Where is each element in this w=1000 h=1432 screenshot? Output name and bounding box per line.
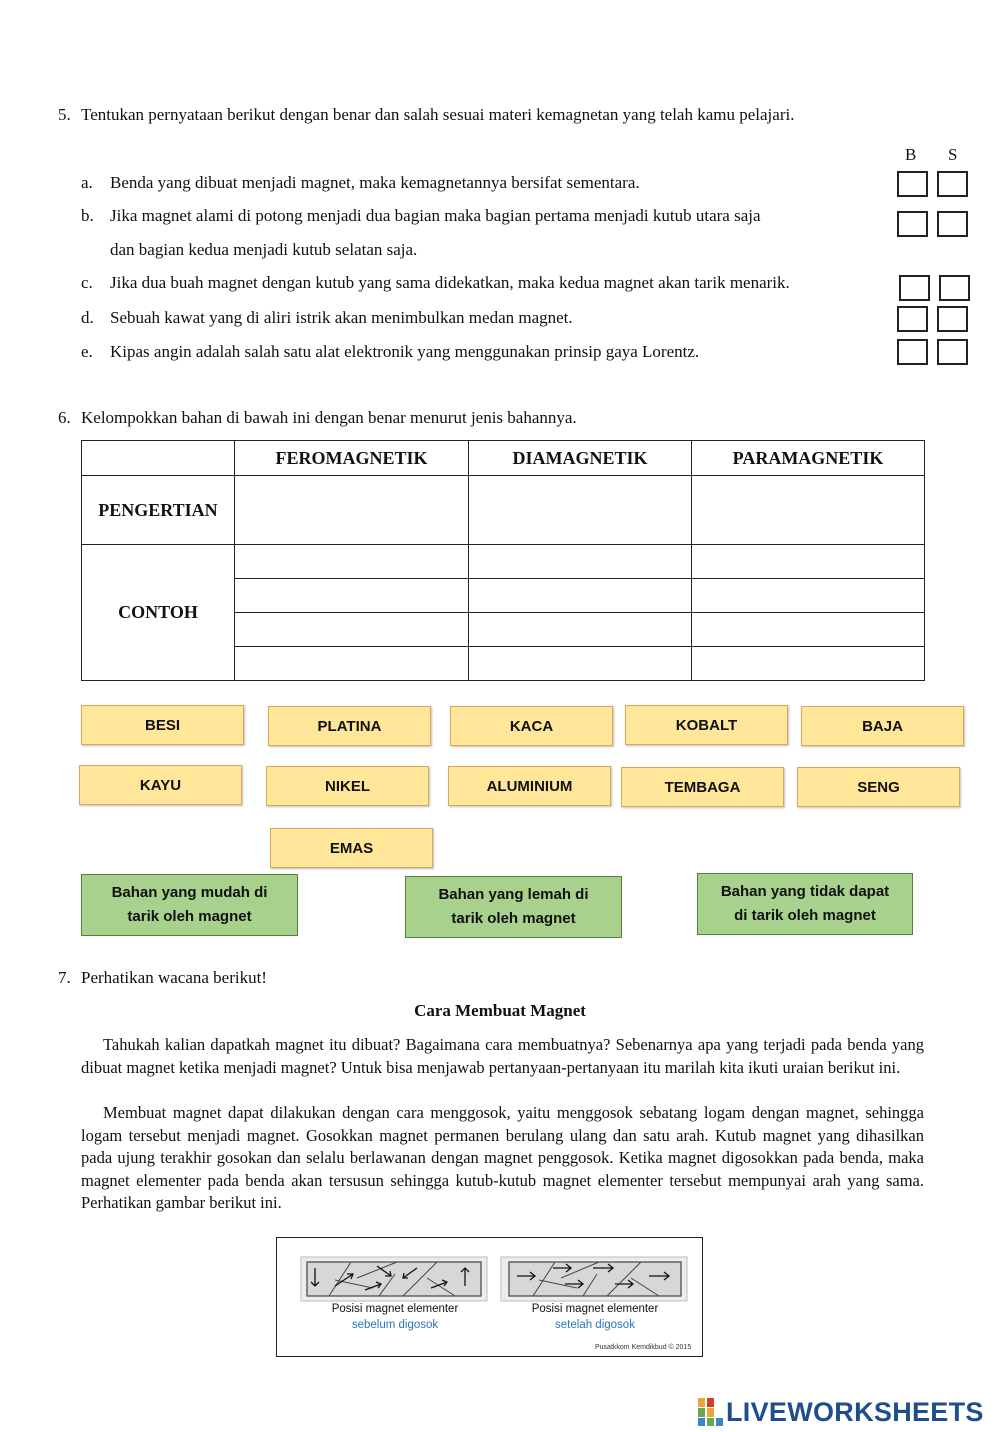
dropzone-tidak-line2: di tarik oleh magnet — [734, 907, 876, 924]
contoh-paramagnetik-cell[interactable] — [692, 613, 925, 647]
contoh-feromagnetik-cell[interactable] — [235, 647, 469, 681]
q7-question: Perhatikan wacana berikut! — [81, 968, 267, 987]
chip-kayu[interactable]: KAYU — [79, 765, 242, 805]
item-a-b-checkbox[interactable] — [897, 171, 928, 197]
paragraph-2-text: Membuat magnet dapat dilakukan dengan cara menggosok, yaitu menggosok sebatang logam dengan magnet, sehingga logam tersebut menjadi magnet. Gosokkan magnet permanen berulang ulang dan satu arah. Kutub magnet yang dihasilkan pada ujung terakhir gosokan dan selalu berlawanan dengan magnet penggosok. Ketika magnet digosokkan pada benda, maka magnet elementer pada benda akan tersusun sehingga kutub-kutub magnet elementer tersebut mempunyai arah yang sama. Perhatikan gambar berikut ini. — [81, 1103, 924, 1212]
item-e-s-checkbox[interactable] — [937, 339, 968, 365]
contoh-feromagnetik-cell[interactable] — [235, 579, 469, 613]
item-c-letter: c. — [81, 273, 93, 292]
row-contoh: CONTOH — [82, 545, 235, 681]
dropzone-mudah-line1: Bahan yang mudah di — [111, 884, 268, 901]
q7-number: 7. — [58, 968, 71, 987]
contoh-diamagnetik-cell[interactable] — [469, 613, 692, 647]
item-c-text: Jika dua buah magnet dengan kutub yang sama didekatkan, maka kedua magnet akan tarik menarik. — [110, 273, 790, 292]
dropzone-lemah-ditarik[interactable] — [405, 876, 622, 938]
dropzone-tidak-ditarik[interactable] — [697, 873, 913, 935]
chip-tembaga[interactable]: TEMBAGA — [621, 767, 784, 807]
classification-table — [81, 440, 925, 681]
item-b-b-checkbox[interactable] — [897, 211, 928, 237]
col-s-label: S — [948, 145, 958, 164]
q5-question: Tentukan pernyataan berikut dengan benar dan salah sesuai materi kemagnetan yang telah kamu pelajari. — [81, 105, 795, 124]
unrubbed-bar — [307, 1262, 481, 1296]
item-d-b-checkbox[interactable] — [897, 306, 928, 332]
chip-besi[interactable]: BESI — [81, 705, 244, 745]
magnet-figure — [276, 1237, 703, 1357]
rubbed-bar — [509, 1262, 681, 1296]
header-paramagnetik: PARAMAGNETIK — [692, 441, 925, 476]
dropzone-mudah-ditarik[interactable] — [81, 874, 298, 936]
right-label-line2: setelah digosok — [555, 1319, 635, 1331]
reading-title: Cara Membuat Magnet — [414, 1001, 586, 1020]
item-d-s-checkbox[interactable] — [937, 306, 968, 332]
row-pengertian: PENGERTIAN — [82, 476, 235, 545]
item-b-text-line2: dan bagian kedua menjadi kutub selatan saja. — [110, 240, 418, 259]
q5-number: 5. — [58, 105, 71, 124]
item-e-b-checkbox[interactable] — [897, 339, 928, 365]
brand-name: LIVEWORKSHEETS — [726, 1396, 984, 1427]
item-d-text: Sebuah kawat yang di aliri istrik akan menimbulkan medan magnet. — [110, 308, 573, 327]
pengertian-paramagnetik-cell[interactable] — [692, 476, 925, 545]
contoh-paramagnetik-cell[interactable] — [692, 545, 925, 579]
pengertian-feromagnetik-cell[interactable] — [235, 476, 469, 545]
item-d-letter: d. — [81, 308, 94, 327]
item-b-s-checkbox[interactable] — [937, 211, 968, 237]
q6-question: Kelompokkan bahan di bawah ini dengan benar menurut jenis bahannya. — [81, 408, 577, 427]
item-a-text: Benda yang dibuat menjadi magnet, maka kemagnetannya bersifat sementara. — [110, 173, 640, 192]
contoh-paramagnetik-cell[interactable] — [692, 579, 925, 613]
magnet-diagram — [277, 1238, 702, 1356]
item-c-s-checkbox[interactable] — [939, 275, 970, 301]
right-label-line1: Posisi magnet elementer — [531, 1303, 659, 1315]
chip-kaca[interactable]: KACA — [450, 706, 613, 746]
chip-aluminium[interactable]: ALUMINIUM — [448, 766, 611, 806]
chip-kobalt[interactable]: KOBALT — [625, 705, 788, 745]
item-e-text: Kipas angin adalah salah satu alat elektronik yang menggunakan prinsip gaya Lorentz. — [110, 342, 700, 361]
dropzone-tidak-line1: Bahan yang tidak dapat — [720, 883, 890, 900]
chip-emas[interactable]: EMAS — [270, 828, 433, 868]
left-label-line1: Posisi magnet elementer — [331, 1303, 459, 1315]
contoh-feromagnetik-cell[interactable] — [235, 545, 469, 579]
header-feromagnetik: FEROMAGNETIK — [235, 441, 469, 476]
contoh-diamagnetik-cell[interactable] — [469, 579, 692, 613]
item-a-s-checkbox[interactable] — [937, 171, 968, 197]
item-a-letter: a. — [81, 173, 93, 192]
contoh-diamagnetik-cell[interactable] — [469, 647, 692, 681]
left-label-line2: sebelum digosok — [351, 1319, 439, 1331]
liveworksheets-logo — [698, 1397, 984, 1427]
reading-paragraph-2 — [81, 1102, 924, 1215]
liveworksheets-mark-icon — [698, 1397, 724, 1427]
chip-baja[interactable]: BAJA — [801, 706, 964, 746]
header-diamagnetik: DIAMAGNETIK — [469, 441, 692, 476]
contoh-feromagnetik-cell[interactable] — [235, 613, 469, 647]
item-b-text-line1: Jika magnet alami di potong menjadi dua bagian maka bagian pertama menjadi kutub utara saja — [110, 206, 761, 225]
figure-credit: Pusatkkom Kemdikbud © 2015 — [595, 1344, 692, 1351]
dropzone-lemah-line2: tarik oleh magnet — [451, 910, 576, 927]
chip-seng[interactable]: SENG — [797, 767, 960, 807]
chip-platina[interactable]: PLATINA — [268, 706, 431, 746]
dropzone-lemah-line1: Bahan yang lemah di — [438, 886, 589, 903]
paragraph-1-text: Tahukah kalian dapatkah magnet itu dibuat? Bagaimana cara membuatnya? Sebenarnya apa yang terjadi pada benda yang dibuat magnet ketika menjadi magnet? Untuk bisa menjawab pertanyaan-pertanyaan itu marilah kita ikuti uraian berikut ini. — [81, 1035, 924, 1077]
dropzone-mudah-line2: tarik oleh magnet — [127, 908, 252, 925]
item-e-letter: e. — [81, 342, 93, 361]
col-b-label: B — [905, 145, 917, 164]
item-b-letter: b. — [81, 206, 94, 225]
pengertian-diamagnetik-cell[interactable] — [469, 476, 692, 545]
contoh-paramagnetik-cell[interactable] — [692, 647, 925, 681]
table-corner — [82, 441, 235, 476]
contoh-diamagnetik-cell[interactable] — [469, 545, 692, 579]
chip-nikel[interactable]: NIKEL — [266, 766, 429, 806]
q6-number: 6. — [58, 408, 71, 427]
reading-paragraph-1 — [81, 1034, 924, 1079]
item-c-b-checkbox[interactable] — [899, 275, 930, 301]
